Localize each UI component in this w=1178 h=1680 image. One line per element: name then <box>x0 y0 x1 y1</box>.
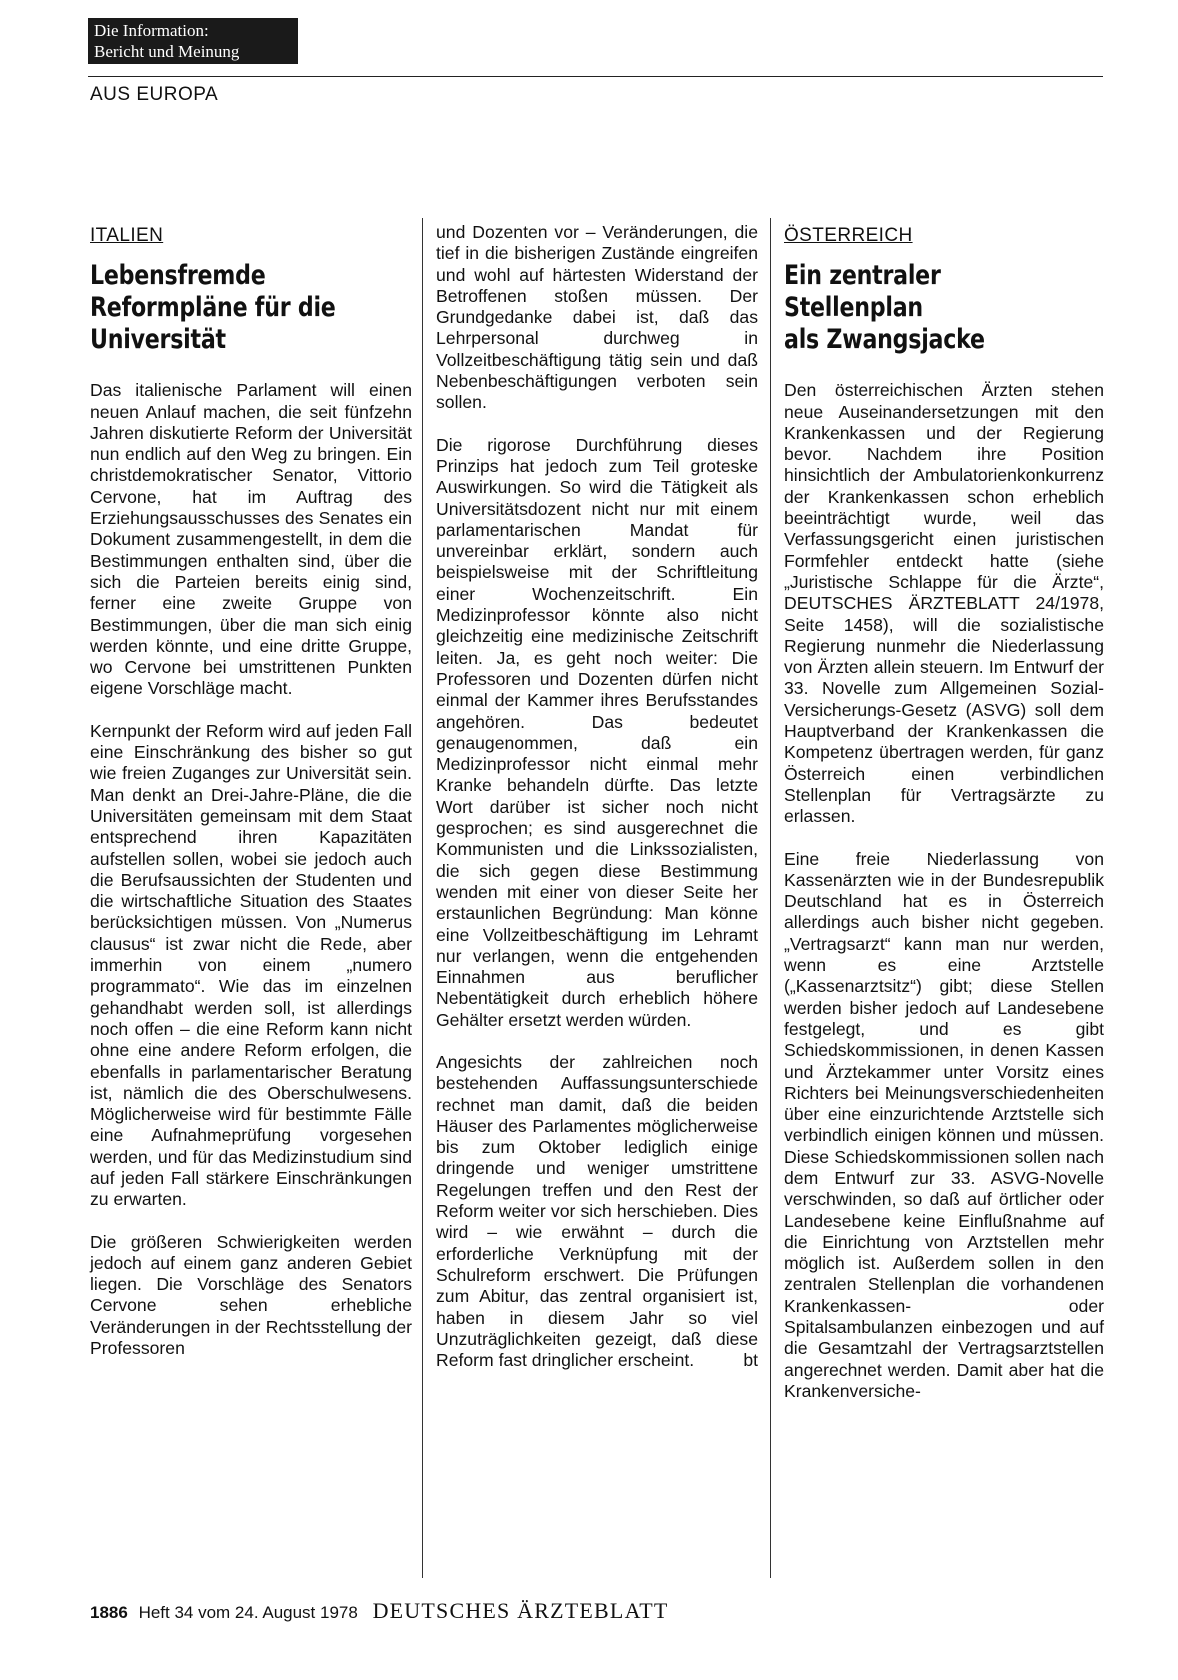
paragraph: Kernpunkt der Reform wird auf jeden Fall eine Einschränkung des bisher so gut wie freien Zuganges zur Universität sein. Man denkt an Drei-Jahre-Pläne, die die Universitäten gemeinsam mit dem Staat entsprechend ihren Kapazitäten aufstellen sollen, wobei sie jedoch auch die Berufsaussichten der Studenten und die wirtschaftliche Situation des Staates berücksichtigen müssen. Von „Numerus clausus“ ist zwar nicht die Rede, aber immerhin von einem „numero programmato“. Wie das im einzelnen gehandhabt werden soll, ist allerdings noch offen – die eine Reform kann nicht ohne eine andere Reform erfolgen, die ebenfalls in parlamentarischer Beratung ist, nämlich die des Oberschulwesens. Möglicherweise wird für bestimmte Fälle eine Aufnahmeprüfung vorgesehen werden, und für das Medizinstudium sind auf jeden Fall stärkere Einschränkungen zu erwarten. <box>90 720 412 1210</box>
headline-austria-line: Ein zentraler <box>784 260 941 292</box>
column-divider-2 <box>770 218 771 1578</box>
column-1 <box>90 225 412 1380</box>
issue-info: Heft 34 vom 24. August 1978 <box>138 1603 358 1622</box>
paragraph: Die größeren Schwierigkeiten werden jedoch auf einem ganz anderen Gebiet liegen. Die Vorschläge des Senators Cervone sehen erhebliche Veränderungen in der Rechtsstellung der Professoren <box>90 1231 412 1359</box>
column-2 <box>436 222 758 1392</box>
author-signature: bt <box>743 1350 758 1371</box>
headline-italy <box>90 260 402 356</box>
headline-austria <box>784 260 1096 356</box>
journal-name: DEUTSCHES ÄRZTEBLATT <box>372 1598 669 1623</box>
column-divider-1 <box>422 218 423 1578</box>
paragraph: und Dozenten vor – Veränderungen, die tief in die bisherigen Zustände eingreifen und wohl auf härtesten Widerstand der Betroffenen stoßen müssen. Der Grundgedanke dabei ist, daß das Lehrpersonal durchweg in Vollzeitbeschäftigung tätig sein und daß Nebenbeschäftigungen verboten sein sollen. <box>436 222 758 413</box>
page-number: 1886 <box>90 1603 128 1622</box>
paragraph: Die rigorose Durchführung dieses Prinzips hat jedoch zum Teil groteske Auswirkungen. So wird die Tätigkeit als Universitätsdozent nicht nur mit einem parlamentarischen Mandat für unvereinbar erklärt, sondern auch beispielsweise mit der Schriftleitung einer Wochenzeitschrift. Ein Medizinprofessor könnte also nicht gleichzeitig eine medizinische Zeitschrift leiten. Ja, es geht noch weiter: Die Professoren und Dozenten dürfen nicht einmal der Kammer ihres Berufsstandes angehören. Das bedeutet genaugenommen, daß ein Medizinprofessor nicht einmal mehr Kranke behandeln dürfte. Das letzte Wort darüber ist sicher noch nicht gesprochen; es sind ausgerechnet die Kommunisten und die Linkssozialisten, die sich gegen diese Bestimmung wenden mit einer von dieser Seite her erstaunlichen Begründung: Man könne eine Vollzeitbeschäftigung im Lehramt nur verlangen, wenn die entgehenden Einnahmen aus beruflicher Nebentätigkeit durch erheblich höhere Gehälter ersetzt werden würden. <box>436 434 758 1030</box>
column-3 <box>784 225 1104 1423</box>
headline-italy-line: Reformpläne für die <box>90 292 336 324</box>
masthead <box>88 18 298 64</box>
kicker-austria: ÖSTERREICH <box>784 225 913 246</box>
masthead-line-2: Bericht und Meinung <box>94 42 240 61</box>
headline-italy-line: Lebensfremde <box>90 260 266 292</box>
paragraph: Das italienische Parlament will einen neuen Anlauf machen, die seit fünfzehn Jahren diskutierte Reform der Universität nun endlich auf den Weg zu bringen. Ein christdemokratischer Senator, Vittorio Cervone, hat im Auftrag des Erziehungsausschusses des Senates ein Dokument zusammengestellt, in dem die Bestimmungen enthalten sind, über die sich die Parteien bereits einig sind, ferner eine zweite Gruppe von Bestimmungen, über die man sich einig werden könnte, und eine dritte Gruppe, wo Cervone bei umstrittenen Punkten eigene Vorschläge macht. <box>90 380 412 699</box>
paragraph-text: Angesichts der zahlreichen noch bestehenden Auffassungsunterschiede rechnet man damit, daß die beiden Häuser des Parlamentes möglicherweise bis zum Oktober lediglich einige dringende und weniger umstrittene Regelungen treffen und den Rest der Reform weiter vor sich herschieben. Dies wird – wie erwähnt – durch die erforderliche Verknüpfung mit der Schulreform erschwert. Die Prüfungen zum Abitur, das zentral organisiert ist, haben in diesem Jahr so viel Unzuträglichkeiten gezeigt, daß diese Reform fast dringlicher erscheint. <box>436 1051 758 1371</box>
kicker-italy: ITALIEN <box>90 225 164 246</box>
masthead-line-1: Die Information: <box>94 21 209 40</box>
top-rule <box>88 76 1103 77</box>
headline-italy-line: Universität <box>90 324 226 356</box>
paragraph: Eine freie Niederlassung von Kassenärzten wie in der Bundesrepublik Deutschland hat es in Österreich allerdings auch bisher nicht gegeben. „Vertragsarzt“ kann man nur werden, wenn es eine Arztstelle („Kassenarztsitz“) gibt; diese Stellen werden bisher jedoch auf Landesebene festgelegt, und es gibt Schiedskommissionen, in denen Kassen und Ärztekammer unter Vorsitz eines Richters bei Meinungsverschiedenheiten über eine einzurichtende Arztstelle sich verbindlich einigen können und müssen. Diese Schiedskommissionen sollen nach dem Entwurf zur 33. ASVG-Novelle verschwinden, so daß auf örtlicher oder Landesebene keine Einflußnahme auf die Einrichtung von Arztstellen mehr möglich ist. Außerdem sollen in den zentralen Stellenplan die vorhandenen Krankenkassen- oder Spitalsambulanzen einbezogen und auf die Gesamtzahl der Vertragsarztstellen angerechnet werden. Damit aber hat die Krankenversiche- <box>784 848 1104 1401</box>
page-footer <box>90 1598 669 1624</box>
section-label: AUS EUROPA <box>90 84 219 105</box>
paragraph-last <box>436 1052 758 1371</box>
paragraph: Den österreichischen Ärzten stehen neue Auseinandersetzungen mit den Krankenkassen und der Regierung bevor. Nachdem ihre Position hinsichtlich der Ambulatorienkonkurrenz der Krankenkassen schon erheblich beeinträchtigt wurde, weil das Verfassungsgericht einen juristischen Formfehler entdeckt hatte (siehe „Juristische Schlappe für die Ärzte“, DEUTSCHES ÄRZTEBLATT 24/1978, Seite 1458), will die sozialistische Regierung nunmehr die Niederlassung von Ärzten allein steuern. Im Entwurf der 33. Novelle zum Allgemeinen Sozial-Versicherungs-Gesetz (ASVG) soll dem Hauptverband der Krankenkassen die Kompetenz übertragen werden, für ganz Österreich einen verbindlichen Stellenplan für Vertragsärzte zu erlassen. <box>784 380 1104 827</box>
headline-austria-line: Stellenplan <box>784 292 923 324</box>
headline-austria-line: als Zwangsjacke <box>784 324 985 356</box>
